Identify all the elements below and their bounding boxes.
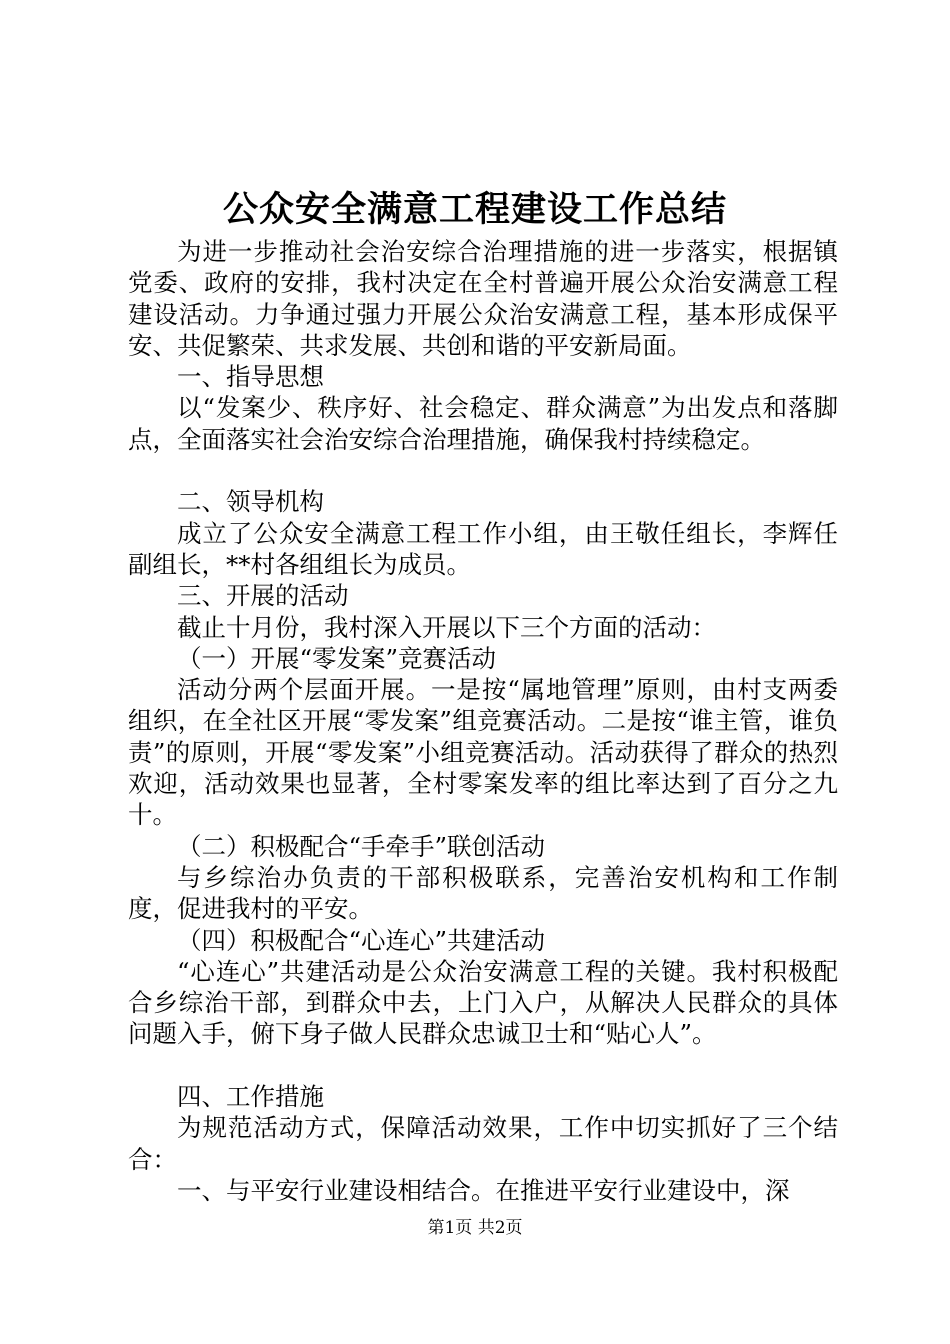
subheading-hand-in-hand: （二）积极配合“手牵手”联创活动: [177, 831, 546, 861]
paragraph-hand-in-hand: 与乡综治办负责的干部积极联系，完善治安机构和工作制度，促进我村的平安。: [128, 862, 838, 924]
page-footer: 第1页 共2页: [427, 1218, 523, 1238]
paragraph-heart-to-heart: “心连心”共建活动是公众治安满意工程的关键。我村积极配合乡综治干部，到群众中去，上门入户，从解决人民群众的具体问题入手，俯下身子做人民群众忠诚卫士和“贴心人”。: [128, 956, 838, 1049]
heading-leadership: 二、领导机构: [177, 487, 324, 517]
paragraph-work-measures: 为规范活动方式，保障活动效果，工作中切实抓好了三个结合：: [128, 1113, 838, 1174]
paragraph-guiding-thought: 以“发案少、秩序好、社会稳定、群众满意”为出发点和落脚点，全面落实社会治安综合治理措施，确保我村持续稳定。: [128, 393, 838, 454]
document-title: 公众安全满意工程建设工作总结: [222, 189, 727, 230]
paragraph-activities-intro: 截止十月份，我村深入开展以下三个方面的活动：: [177, 612, 716, 642]
paragraph-zero-case: 活动分两个层面开展。一是按“属地管理”原则，由村支两委组织，在全社区开展“零发案”组竞赛活动。二是按“谁主管，谁负责”的原则，开展“零发案”小组竞赛活动。活动获得了群众的热烈欢迎，活动效果也显著，全村零案发率的组比率达到了百分之九十。: [128, 675, 838, 830]
document-body: [128, 236, 838, 1206]
heading-work-measures: 四、工作措施: [177, 1082, 324, 1112]
heading-guiding-thought: 一、指导思想: [177, 362, 324, 392]
paragraph-intro: 为进一步推动社会治安综合治理措施的进一步落实，根据镇党委、政府的安排，我村决定在全村普遍开展公众治安满意工程建设活动。力争通过强力开展公众治安满意工程，基本形成保平安、共促繁荣、共求发展、共创和谐的平安新局面。: [128, 237, 838, 360]
subheading-heart-to-heart: （四）积极配合“心连心”共建活动: [177, 925, 546, 955]
heading-activities: 三、开展的活动: [177, 581, 349, 611]
paragraph-measure-one: 一、与平安行业建设相结合。在推进平安行业建设中，深: [177, 1175, 790, 1205]
subheading-zero-case: （一）开展“零发案”竞赛活动: [177, 643, 497, 673]
paragraph-leadership: 成立了公众安全满意工程工作小组，由王敬任组长，李辉任副组长，**村各组组长为成员。: [128, 518, 838, 579]
